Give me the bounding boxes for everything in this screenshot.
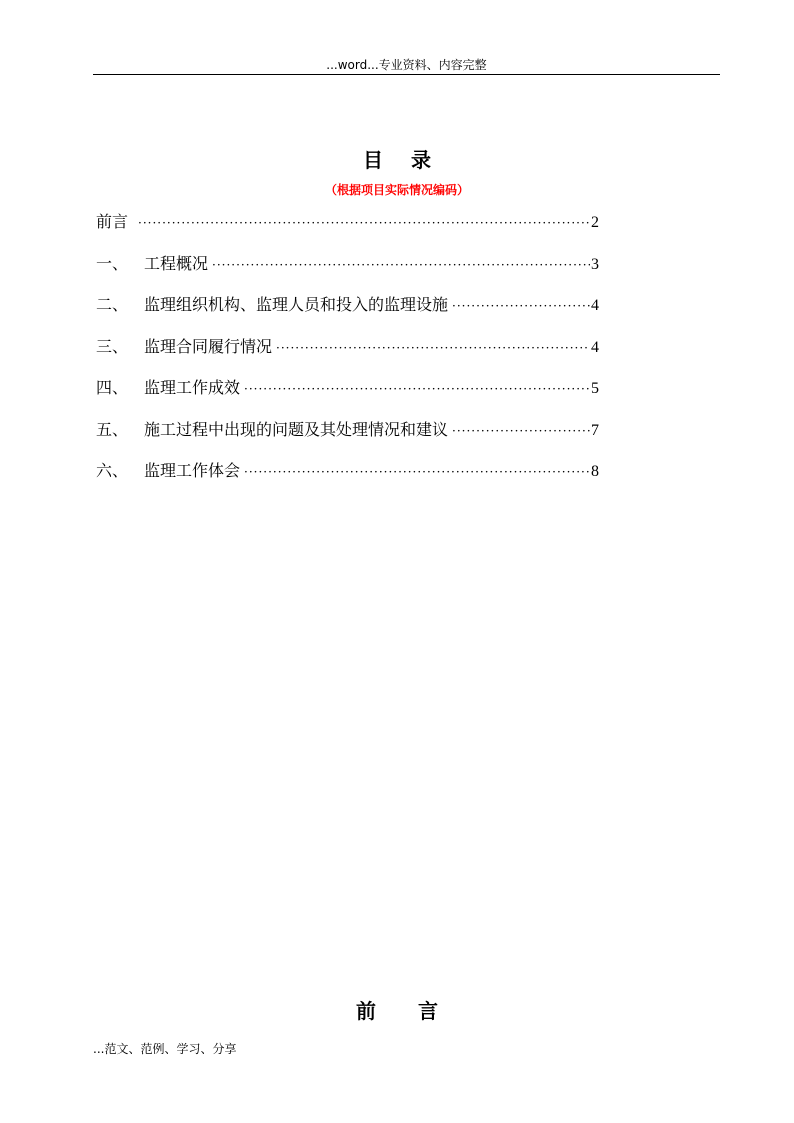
toc-entry-number: 五、 [96,419,129,439]
toc-entry-text: 监理组织机构、监理人员和投入的监理设施 [144,295,449,314]
section-heading-preface: 前言 [356,999,480,1023]
toc-entry-page: 3 [591,255,599,273]
toc-entry-4[interactable] [96,374,599,416]
toc-leader-dots [212,251,590,279]
toc-entry-5[interactable] [96,416,599,458]
toc-entry-page: 4 [591,297,599,314]
toc-entry-3[interactable] [96,333,599,375]
toc-entry-number: 三、 [96,336,129,356]
page-footer-text: ...范文、范例、学习、分享 [93,1042,237,1056]
toc-entry-page: 7 [591,421,599,439]
toc-entry-text: 施工过程中出现的问题及其处理情况和建议 [144,419,449,439]
toc-note: （根据项目实际情况编码） [324,183,469,197]
toc-leader-dots [244,375,590,403]
toc-entry-text: 监理合同履行情况 [144,336,273,356]
toc-title: 目录 [363,148,459,172]
page-header [93,56,720,75]
toc-entry-1[interactable] [96,250,599,292]
toc-entry-number: 一、 [96,253,129,273]
toc-leader-dots [452,292,590,320]
toc-entry-2[interactable] [96,291,599,333]
toc-entry-page: 2 [591,214,599,231]
table-of-contents [96,208,599,499]
page-header-text: ...word...专业资料、内容完整 [326,58,487,72]
toc-entry-page: 5 [591,380,599,397]
toc-entry-text: 监理工作成效 [144,378,241,397]
toc-entry-text: 工程概况 [144,253,209,273]
toc-entry-page: 8 [591,463,599,480]
toc-entry-preface[interactable] [96,208,599,250]
page-footer [93,1040,236,1058]
toc-leader-dots [244,458,590,486]
toc-entry-number: 六、 [96,461,129,480]
toc-entry-page: 4 [591,338,599,356]
toc-leader-dots [138,209,590,237]
toc-leader-dots [276,334,590,362]
toc-entry-number: 二、 [96,295,129,314]
toc-entry-text: 前言 [96,212,129,231]
toc-entry-6[interactable] [96,457,599,499]
toc-leader-dots [452,417,590,445]
toc-entry-text: 监理工作体会 [144,461,241,480]
toc-entry-number: 四、 [96,378,129,397]
